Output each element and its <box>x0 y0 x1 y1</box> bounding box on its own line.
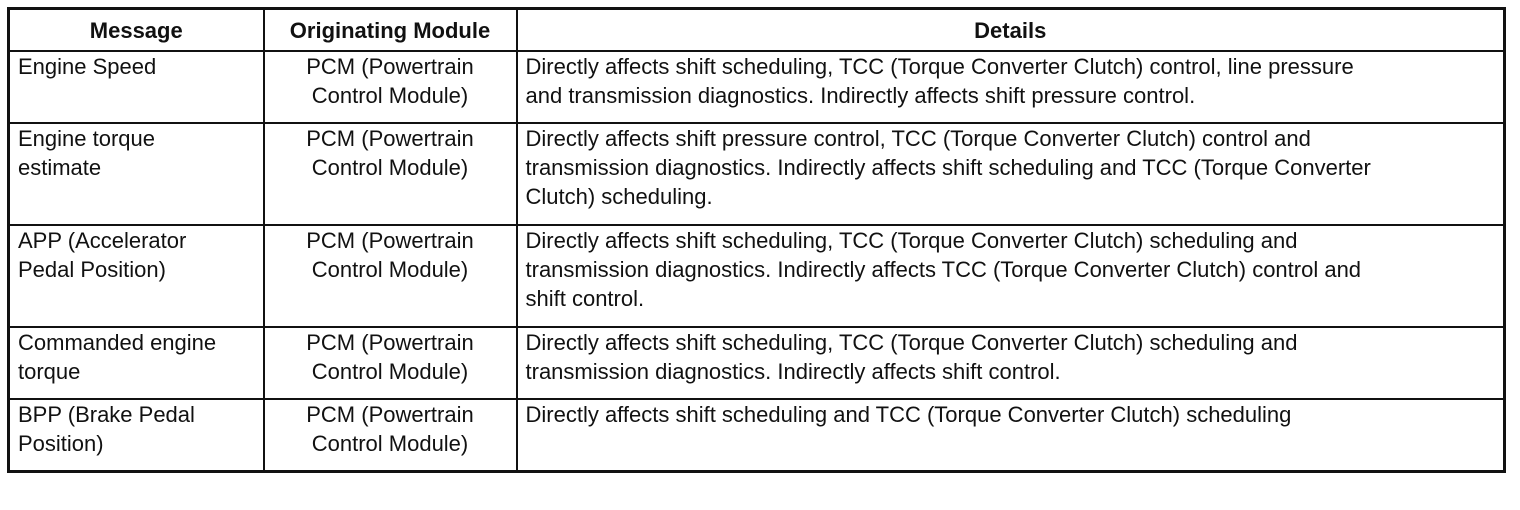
module-text: PCM (Powertrain <box>306 54 474 79</box>
message-text: Engine Speed <box>18 54 157 79</box>
message-cell <box>9 327 264 399</box>
module-text: PCM (Powertrain <box>306 330 474 355</box>
details-text: Directly affects shift pressure control, TCC (Torque Converter Clutch) control and <box>525 126 1311 151</box>
table-row <box>9 123 1505 225</box>
module-cell <box>264 225 517 327</box>
details-text: transmission diagnostics. Indirectly affects shift scheduling and TCC (Torque Converter <box>525 155 1371 180</box>
details-text: Directly affects shift scheduling, TCC (Torque Converter Clutch) scheduling and <box>525 330 1298 355</box>
message-text: BPP (Brake Pedal <box>18 402 195 427</box>
table-row <box>9 51 1505 123</box>
message-cell <box>9 399 264 472</box>
message-text: Position) <box>18 431 104 456</box>
module-text: Control Module) <box>311 359 469 384</box>
message-text: Commanded engine <box>18 330 217 355</box>
message-table <box>7 7 1506 473</box>
module-text: PCM (Powertrain <box>306 402 474 427</box>
module-cell <box>264 399 517 472</box>
details-text: transmission diagnostics. Indirectly affects shift control. <box>525 359 1061 384</box>
header-row <box>9 9 1505 52</box>
details-text: Directly affects shift scheduling, TCC (Torque Converter Clutch) scheduling and <box>525 228 1298 253</box>
module-text: Control Module) <box>311 155 469 180</box>
details-cell <box>517 123 1505 225</box>
details-text: Directly affects shift scheduling and TCC (Torque Converter Clutch) scheduling <box>525 402 1292 427</box>
details-text: Clutch) scheduling. <box>525 184 713 209</box>
table-row <box>9 399 1505 472</box>
table-row <box>9 225 1505 327</box>
module-cell <box>264 327 517 399</box>
details-text: shift control. <box>525 286 645 311</box>
details-cell <box>517 327 1505 399</box>
header-message: Message <box>9 9 264 52</box>
module-cell <box>264 123 517 225</box>
message-text: estimate <box>18 155 102 180</box>
details-cell <box>517 399 1505 472</box>
module-cell <box>264 51 517 123</box>
details-text: and transmission diagnostics. Indirectly affects shift pressure control. <box>525 83 1196 108</box>
module-text: PCM (Powertrain <box>306 126 474 151</box>
message-text: torque <box>18 359 81 384</box>
details-cell <box>517 51 1505 123</box>
message-cell <box>9 123 264 225</box>
module-text: Control Module) <box>311 257 469 282</box>
header-originating-module: Originating Module <box>264 9 517 52</box>
message-text: Pedal Position) <box>18 257 166 282</box>
details-text: Directly affects shift scheduling, TCC (Torque Converter Clutch) control, line pressure <box>525 54 1354 79</box>
details-text: transmission diagnostics. Indirectly affects TCC (Torque Converter Clutch) control and <box>525 257 1362 282</box>
module-text: Control Module) <box>311 83 469 108</box>
message-cell <box>9 51 264 123</box>
message-text: Engine torque <box>18 126 155 151</box>
details-cell <box>517 225 1505 327</box>
header-details: Details <box>517 9 1505 52</box>
message-cell <box>9 225 264 327</box>
module-text: PCM (Powertrain <box>306 228 474 253</box>
module-text: Control Module) <box>311 431 469 456</box>
message-text: APP (Accelerator <box>18 228 187 253</box>
table-row <box>9 327 1505 399</box>
